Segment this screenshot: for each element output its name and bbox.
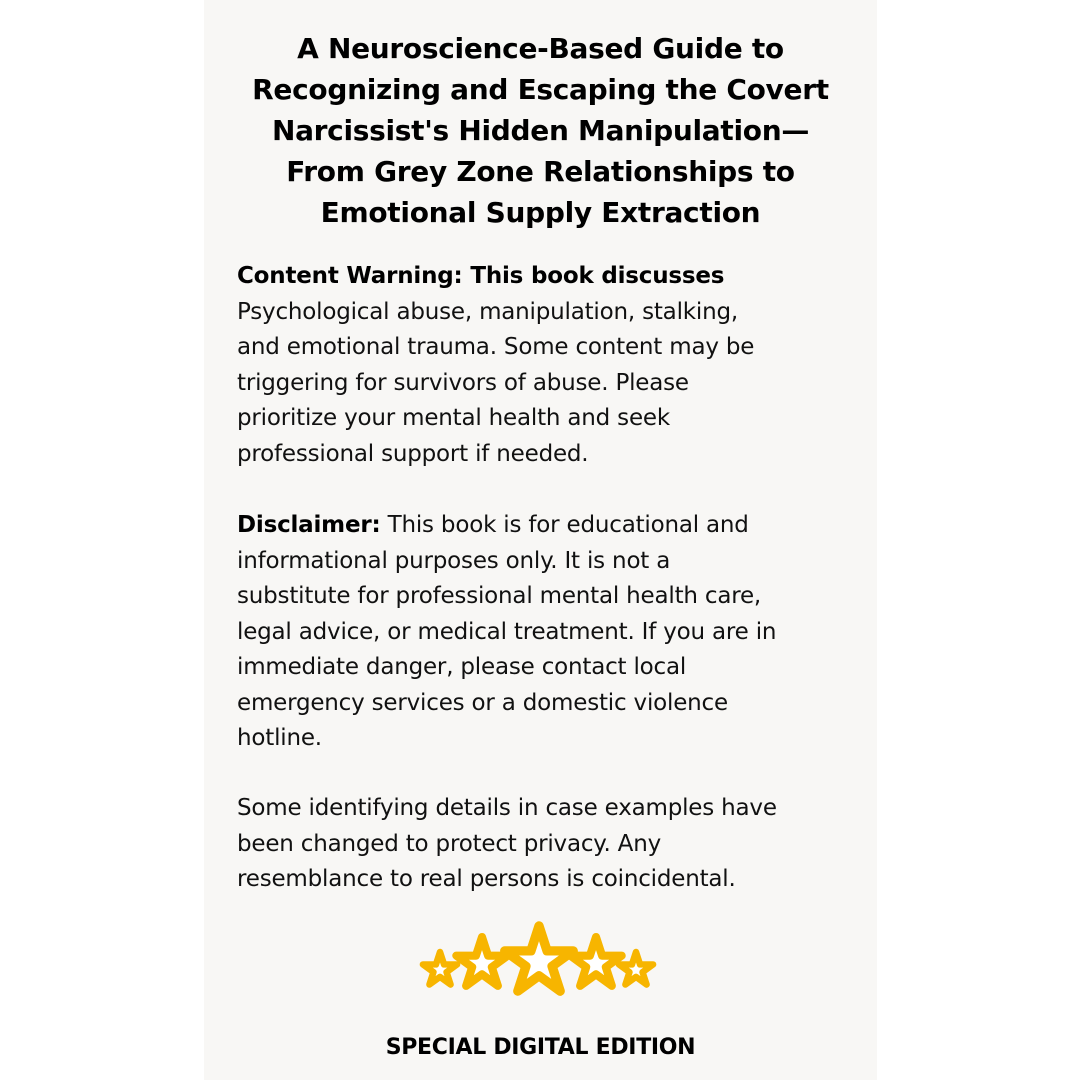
disclaimer-line: legal advice, or medical treatment. If you are in [237, 618, 777, 645]
star-icon [570, 937, 621, 986]
edition-label: SPECIAL DIGITAL EDITION [385, 1035, 696, 1060]
privacy-line: been changed to protect privacy. Any [237, 830, 661, 857]
content-warning-line: Psychological abuse, manipulation, stalking, [237, 298, 738, 325]
disclaimer-line: informational purposes only. It is not a [237, 547, 671, 574]
disclaimer [237, 508, 857, 757]
star-icon [423, 952, 457, 985]
disclaimer-label: Disclaimer: [237, 512, 381, 538]
privacy-line: Some identifying details in case examples have [237, 795, 777, 821]
book-page [204, 0, 877, 1080]
title-line: Emotional Supply Extraction [320, 196, 761, 229]
title-line: Recognizing and Escaping the Covert [252, 73, 829, 106]
privacy-note [237, 791, 857, 898]
disclaimer-line: immediate danger, please contact local [237, 654, 687, 680]
content-warning-line: triggering for survivors of abuse. Please [237, 369, 689, 396]
disclaimer-line: substitute for professional mental health care, [237, 583, 762, 609]
title-line: From Grey Zone Relationships to [286, 155, 795, 188]
content-warning-line: and emotional trauma. Some content may be [237, 334, 755, 360]
content-warning-line: prioritize your mental health and seek [237, 405, 670, 431]
content-warning-label: Content Warning: This book discusses [237, 263, 725, 289]
privacy-line: resemblance to real persons is coincidental. [237, 866, 736, 892]
title-line: A Neuroscience-Based Guide to [297, 32, 784, 65]
book-title [204, 28, 877, 233]
star-icon [505, 926, 573, 991]
five-star-rating [414, 918, 664, 1018]
disclaimer-line: emergency services or a domestic violence [237, 689, 728, 716]
content-warning [237, 259, 857, 472]
title-line: Narcissist's Hidden Manipulation— [271, 114, 810, 147]
content-warning-line: professional support if needed. [237, 440, 589, 467]
disclaimer-line: hotline. [237, 725, 322, 751]
star-icon [456, 937, 507, 986]
disclaimer-line: This book is for educational and [380, 512, 749, 538]
